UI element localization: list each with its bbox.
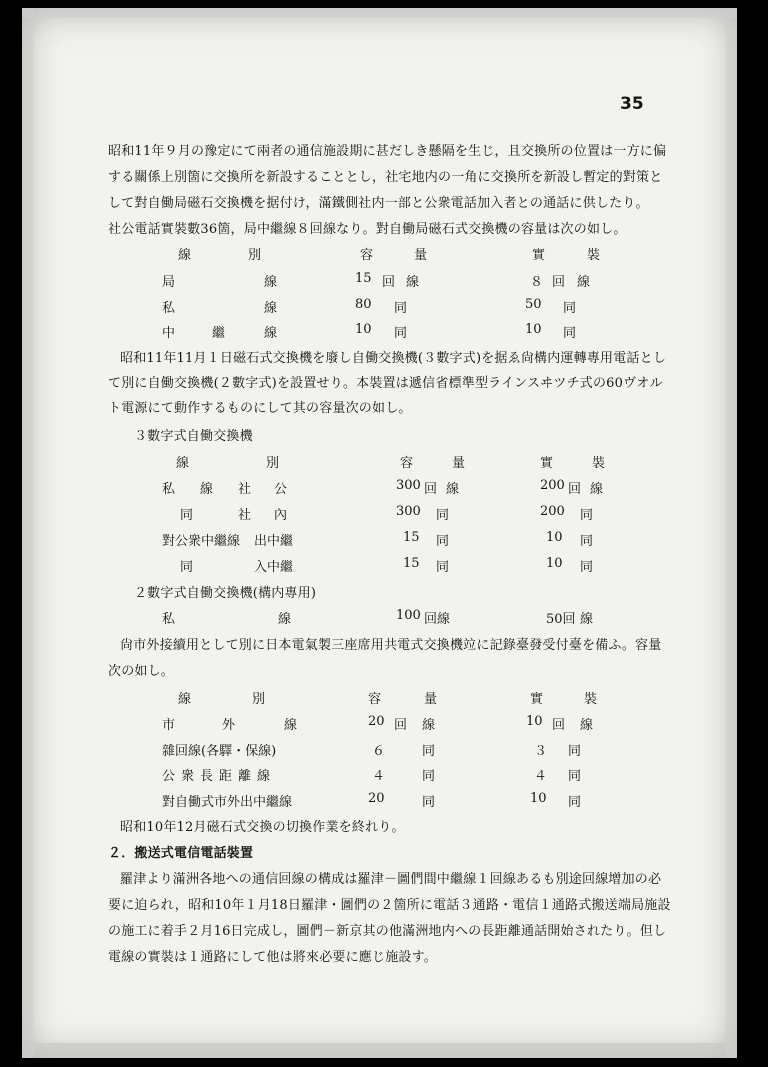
t4-r3-c1: 公衆長距離線 bbox=[162, 769, 277, 784]
t2-r1-c2: 線 bbox=[200, 482, 214, 497]
t4-r4-c3: 同 bbox=[422, 795, 436, 810]
t1-r1-c5: 線 bbox=[406, 275, 420, 290]
t4-r3-c5: 同 bbox=[568, 769, 582, 784]
subheading-2digit: ２數字式自働交換機(構内專用) bbox=[134, 586, 317, 601]
t2-r1-c3: 社 bbox=[238, 482, 252, 497]
t4-r1-c7: 10 bbox=[526, 714, 543, 729]
subheading-3digit: ３數字式自働交換機 bbox=[134, 429, 253, 444]
t1-r1-c1: 局 bbox=[162, 275, 176, 290]
t4-r1-c5: 回 bbox=[394, 718, 408, 733]
t2-r1-c9: 回 bbox=[568, 482, 582, 497]
t4-r1-c6: 線 bbox=[422, 718, 436, 733]
t2-r1-c5: 300 bbox=[396, 478, 421, 493]
t4-header-ryou: 量 bbox=[424, 692, 438, 707]
t2-r3-c1: 對公衆中繼線 bbox=[162, 534, 241, 549]
t2-header-sen: 線 bbox=[176, 456, 190, 471]
t2-r4-c5: 10 bbox=[546, 556, 563, 571]
t2-r1-c10: 線 bbox=[590, 482, 604, 497]
t2-header-ryou: 量 bbox=[452, 456, 466, 471]
t2-r4-c1: 同 bbox=[180, 560, 194, 575]
t4-r2-c5: 同 bbox=[568, 744, 582, 759]
t1-r2-c4: 同 bbox=[394, 301, 408, 316]
para5-line-2: 要に迫られ，昭和10年１月18日羅津・圖們の２箇所に電話３通路・電信１通路式搬送端局施設 bbox=[108, 898, 671, 913]
t1-r2-c1: 私 bbox=[162, 301, 176, 316]
t2-r1-c7: 線 bbox=[446, 482, 460, 497]
para5-line-1: 羅津より滿洲各地への通信回線の構成は羅津－圖們間中繼線１回線あるも別途回線增加の必 bbox=[120, 872, 662, 887]
t2-r3-c3: 15 bbox=[403, 530, 420, 545]
t4-r1-c8: 回 bbox=[552, 718, 566, 733]
t4-header-sen: 線 bbox=[178, 692, 192, 707]
para1-line-3: して對自働局磁石交換機を据付け，滿鐵側社内一部と公衆電話加入者との通話に供したり。 bbox=[108, 196, 649, 211]
t1-header-jitsu: 實 bbox=[532, 248, 546, 263]
t4-r2-c3: 同 bbox=[422, 744, 436, 759]
t4-header-betsu: 別 bbox=[252, 692, 266, 707]
t2-r2-c3: 內 bbox=[274, 508, 288, 523]
t1-r2-c2: 線 bbox=[264, 301, 278, 316]
t1-r3-c6: 10 bbox=[525, 322, 542, 337]
t2-r3-c6: 同 bbox=[580, 534, 594, 549]
t1-r3-c7: 同 bbox=[563, 326, 577, 341]
t3-c6: 線 bbox=[580, 612, 594, 627]
t4-r1-c3: 線 bbox=[284, 718, 298, 733]
t2-r1-c8: 200 bbox=[540, 478, 565, 493]
t4-r4-c4: 10 bbox=[530, 791, 547, 806]
t3-c5: 50回 bbox=[546, 612, 576, 627]
para5-line-4: 電線の實裝は１通路にして他は將來必要に應じ施設す。 bbox=[108, 950, 437, 965]
para1-line-2: する關係上別箇に交換所を新設することとし，社宅地内の一角に交換所を新設し暫定的對策と bbox=[108, 170, 663, 185]
para5-line-3: の施工に着手２月16日完成し，圖們－新京其の他滿洲地内への長距離通話開始されたり。但し bbox=[108, 924, 667, 939]
t4-r1-c1: 市 bbox=[162, 718, 176, 733]
t1-header-you: 容 bbox=[360, 248, 374, 263]
t4-r1-c4: 20 bbox=[368, 714, 385, 729]
t3-c4: 回線 bbox=[424, 612, 451, 627]
t4-r2-c2: ６ bbox=[372, 744, 386, 759]
t1-header-ryou: 量 bbox=[414, 248, 428, 263]
t2-r2-c4: 300 bbox=[396, 504, 421, 519]
para3-line-2: 次の如し。 bbox=[108, 664, 175, 679]
t2-r1-c4: 公 bbox=[274, 482, 288, 497]
t4-r1-c9: 線 bbox=[580, 718, 594, 733]
para4: 昭和10年12月磁石式交換の切換作業を終れり。 bbox=[120, 820, 405, 835]
t2-header-jitsu: 實 bbox=[540, 456, 554, 471]
t4-r4-c2: 20 bbox=[368, 791, 385, 806]
t1-r1-c3: 15 bbox=[355, 271, 372, 286]
para1-line-4: 社公電話實裝數36箇，局中繼線８回線なり。對自働局磁石式交換機の容量は次の如し。 bbox=[108, 222, 627, 237]
t2-r3-c5: 10 bbox=[546, 530, 563, 545]
t2-r1-c6: 回 bbox=[424, 482, 438, 497]
t1-r3-c1: 中 bbox=[162, 326, 176, 341]
t3-c2: 線 bbox=[278, 612, 292, 627]
t4-r3-c4: ４ bbox=[534, 769, 548, 784]
t2-r2-c5: 同 bbox=[436, 508, 450, 523]
t4-header-you: 容 bbox=[368, 692, 382, 707]
t1-r3-c5: 同 bbox=[394, 326, 408, 341]
t2-r3-c4: 同 bbox=[436, 534, 450, 549]
para1-line-1: 昭和11年９月の豫定にて兩者の通信施設期に甚だしき懸隔を生じ，且交換所の位置は一方に偏 bbox=[108, 144, 667, 159]
t2-r2-c6: 200 bbox=[540, 504, 565, 519]
t1-r1-c7: 回 bbox=[552, 275, 566, 290]
t1-r2-c7: 同 bbox=[563, 301, 577, 316]
t1-r1-c2: 線 bbox=[264, 275, 278, 290]
para2-line-3: ト電源にて動作するものにして其の容量次の如し。 bbox=[108, 401, 412, 416]
t2-r4-c4: 同 bbox=[436, 560, 450, 575]
t1-r3-c4: 10 bbox=[355, 322, 372, 337]
page-number: 35 bbox=[620, 94, 644, 114]
t2-r2-c2: 社 bbox=[238, 508, 252, 523]
t2-header-sou: 裝 bbox=[592, 456, 606, 471]
t2-r2-c7: 同 bbox=[580, 508, 594, 523]
para2-line-2: て別に自働交換機(２數字式)を設置せり。本裝置は遞信省標準型ラインスヰツチ式の60ヴオル bbox=[108, 376, 663, 391]
t1-r3-c2: 繼 bbox=[212, 326, 226, 341]
t4-r2-c1: 雜回線(各驛・保線) bbox=[162, 744, 277, 759]
t2-r3-c2: 出中繼 bbox=[254, 534, 294, 549]
t1-r3-c3: 線 bbox=[264, 326, 278, 341]
t1-header-sou: 裝 bbox=[587, 248, 601, 263]
t1-r2-c6: 50 bbox=[525, 297, 542, 312]
t3-c1: 私 bbox=[162, 612, 176, 627]
t2-header-you: 容 bbox=[400, 456, 414, 471]
t1-r1-c6: ８ bbox=[530, 275, 544, 290]
section-heading-2: ２．搬送式電信電話裝置 bbox=[108, 846, 254, 861]
t4-header-sou: 裝 bbox=[584, 692, 598, 707]
t2-r4-c2: 入中繼 bbox=[254, 560, 294, 575]
t1-header-sen: 線 bbox=[178, 248, 192, 263]
t4-r3-c3: 同 bbox=[422, 769, 436, 784]
t2-r2-c1: 同 bbox=[180, 508, 194, 523]
t4-header-jitsu: 實 bbox=[530, 692, 544, 707]
para3-line-1: 尙市外接續用として別に日本電氣製三座席用共電式交換機竝に記錄臺發受付臺を備ふ。容量 bbox=[120, 638, 662, 653]
t1-r2-c3: 80 bbox=[355, 297, 372, 312]
t4-r4-c1: 對自働式市外出中繼線 bbox=[162, 795, 293, 810]
para2-line-1: 昭和11年11月１日磁石式交換機を廢し自働交換機(３數字式)を据ゑ尙構内運轉專用電話とし bbox=[120, 351, 667, 366]
t4-r2-c4: ３ bbox=[534, 744, 548, 759]
t1-r1-c4: 回 bbox=[382, 275, 396, 290]
t1-header-betsu: 別 bbox=[248, 248, 262, 263]
document-page bbox=[22, 8, 737, 1058]
t1-r1-c8: 線 bbox=[577, 275, 591, 290]
t4-r4-c5: 同 bbox=[568, 795, 582, 810]
t3-c3: 100 bbox=[396, 608, 421, 623]
t4-r3-c2: ４ bbox=[372, 769, 386, 784]
t2-r4-c6: 同 bbox=[580, 560, 594, 575]
t2-header-betsu: 別 bbox=[266, 456, 280, 471]
t2-r1-c1: 私 bbox=[162, 482, 176, 497]
t2-r4-c3: 15 bbox=[403, 556, 420, 571]
t4-r1-c2: 外 bbox=[222, 718, 236, 733]
